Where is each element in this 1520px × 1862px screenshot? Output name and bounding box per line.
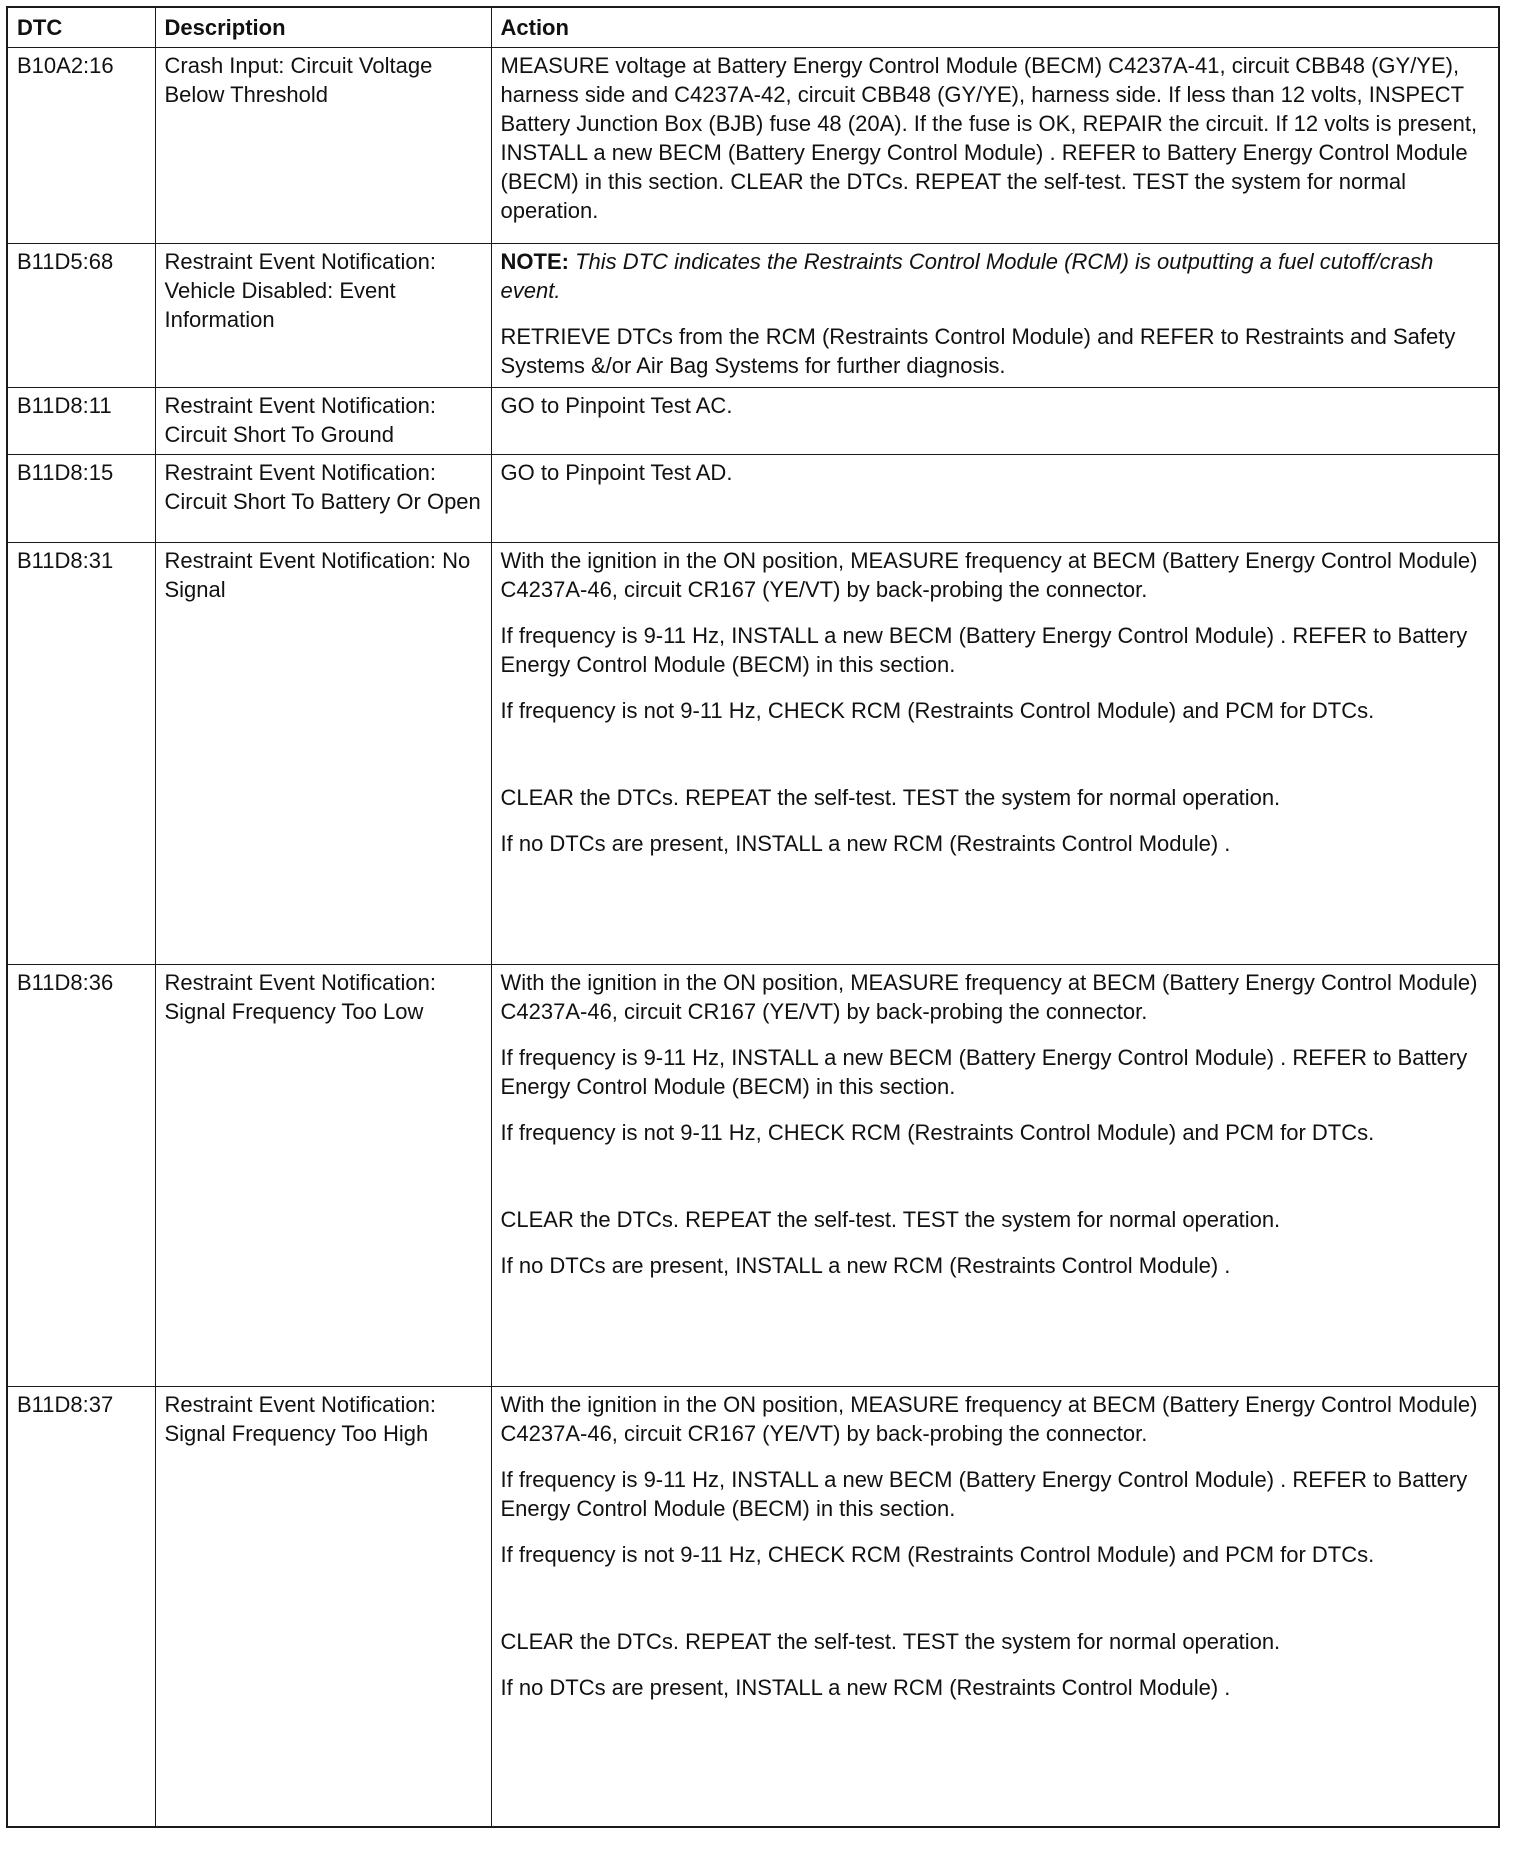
dtc-action [491, 1387, 1499, 1827]
dtc-description: Restraint Event Notification: Circuit Short To Ground [155, 388, 491, 455]
action-paragraph: With the ignition in the ON position, MEASURE frequency at BECM (Battery Energy Control Module) C4237A-46, circuit CR167 (YE/VT) by back-probing the connector. [500, 1392, 1478, 1446]
action-paragraph: If no DTCs are present, INSTALL a new RCM (Restraints Control Module) . [500, 1253, 1231, 1278]
note-text: This DTC indicates the Restraints Control Module (RCM) is outputting a fuel cutoff/crash event. [500, 249, 1434, 303]
dtc-code: B10A2:16 [7, 48, 155, 244]
action-paragraph: If frequency is not 9-11 Hz, CHECK RCM (Restraints Control Module) and PCM for DTCs. [500, 1542, 1375, 1567]
dtc-description: Restraint Event Notification: Circuit Short To Battery Or Open [155, 455, 491, 543]
action-paragraph: RETRIEVE DTCs from the RCM (Restraints Control Module) and REFER to Restraints and Safety Systems &/or Air Bag Systems for further diagnosis. [500, 324, 1456, 378]
header-description: Description [155, 7, 491, 48]
dtc-description: Crash Input: Circuit Voltage Below Threshold [155, 48, 491, 244]
dtc-action [491, 965, 1499, 1387]
action-paragraph: With the ignition in the ON position, MEASURE frequency at BECM (Battery Energy Control Module) C4237A-46, circuit CR167 (YE/VT) by back-probing the connector. [500, 548, 1478, 602]
dtc-code: B11D5:68 [7, 244, 155, 388]
header-row [7, 7, 1499, 48]
dtc-action [491, 455, 1499, 543]
dtc-code: B11D8:37 [7, 1387, 155, 1827]
table-row [7, 1387, 1499, 1827]
table-row [7, 543, 1499, 965]
action-paragraph: If no DTCs are present, INSTALL a new RCM (Restraints Control Module) . [500, 831, 1231, 856]
dtc-code: B11D8:31 [7, 543, 155, 965]
action-paragraph: CLEAR the DTCs. REPEAT the self-test. TEST the system for normal operation. [500, 785, 1281, 810]
dtc-code: B11D8:15 [7, 455, 155, 543]
action-paragraph: MEASURE voltage at Battery Energy Control Module (BECM) C4237A-41, circuit CBB48 (GY/YE), harness side and C4237A-42, circuit CBB48 (GY/YE), harness side. If less than 12 volts, INSPECT Battery Junction Box (BJB) fuse 48 (20A). If the fuse is OK, REPAIR the circuit. If 12 volts is present, INSTALL a new BECM (Battery Energy Control Module) . REFER to Battery Energy Control Module (BECM) in this section. CLEAR the DTCs. REPEAT the self-test. TEST the system for normal operation. [500, 53, 1478, 223]
dtc-code: B11D8:36 [7, 965, 155, 1387]
table-row [7, 965, 1499, 1387]
action-paragraph: CLEAR the DTCs. REPEAT the self-test. TEST the system for normal operation. [500, 1207, 1281, 1232]
dtc-description: Restraint Event Notification: Signal Frequency Too Low [155, 965, 491, 1387]
dtc-action [491, 388, 1499, 455]
dtc-table [6, 6, 1500, 1828]
action-paragraph: If frequency is 9-11 Hz, INSTALL a new BECM (Battery Energy Control Module) . REFER to Battery Energy Control Module (BECM) in this section. [500, 623, 1468, 677]
action-paragraph: If frequency is 9-11 Hz, INSTALL a new BECM (Battery Energy Control Module) . REFER to Battery Energy Control Module (BECM) in this section. [500, 1467, 1468, 1521]
dtc-description: Restraint Event Notification: Signal Frequency Too High [155, 1387, 491, 1827]
dtc-code: B11D8:11 [7, 388, 155, 455]
dtc-action [491, 48, 1499, 244]
action-paragraph: If frequency is not 9-11 Hz, CHECK RCM (Restraints Control Module) and PCM for DTCs. [500, 698, 1375, 723]
action-paragraph: GO to Pinpoint Test AD. [500, 460, 733, 485]
action-paragraph: CLEAR the DTCs. REPEAT the self-test. TEST the system for normal operation. [500, 1629, 1281, 1654]
dtc-description: Restraint Event Notification: No Signal [155, 543, 491, 965]
action-paragraph: If frequency is 9-11 Hz, INSTALL a new BECM (Battery Energy Control Module) . REFER to Battery Energy Control Module (BECM) in this section. [500, 1045, 1468, 1099]
note-paragraph [501, 247, 1490, 305]
action-paragraph: With the ignition in the ON position, MEASURE frequency at BECM (Battery Energy Control Module) C4237A-46, circuit CR167 (YE/VT) by back-probing the connector. [500, 970, 1478, 1024]
action-paragraph: GO to Pinpoint Test AC. [500, 393, 733, 418]
dtc-action [491, 543, 1499, 965]
table-row [7, 388, 1499, 455]
table-row [7, 455, 1499, 543]
note-label: NOTE: [500, 249, 569, 274]
header-dtc: DTC [7, 7, 155, 48]
table-row [7, 244, 1499, 388]
action-paragraph: If frequency is not 9-11 Hz, CHECK RCM (Restraints Control Module) and PCM for DTCs. [500, 1120, 1375, 1145]
dtc-description: Restraint Event Notification: Vehicle Disabled: Event Information [155, 244, 491, 388]
dtc-action [491, 244, 1499, 388]
header-action: Action [491, 7, 1499, 48]
table-row [7, 48, 1499, 244]
action-paragraph: If no DTCs are present, INSTALL a new RCM (Restraints Control Module) . [500, 1675, 1231, 1700]
